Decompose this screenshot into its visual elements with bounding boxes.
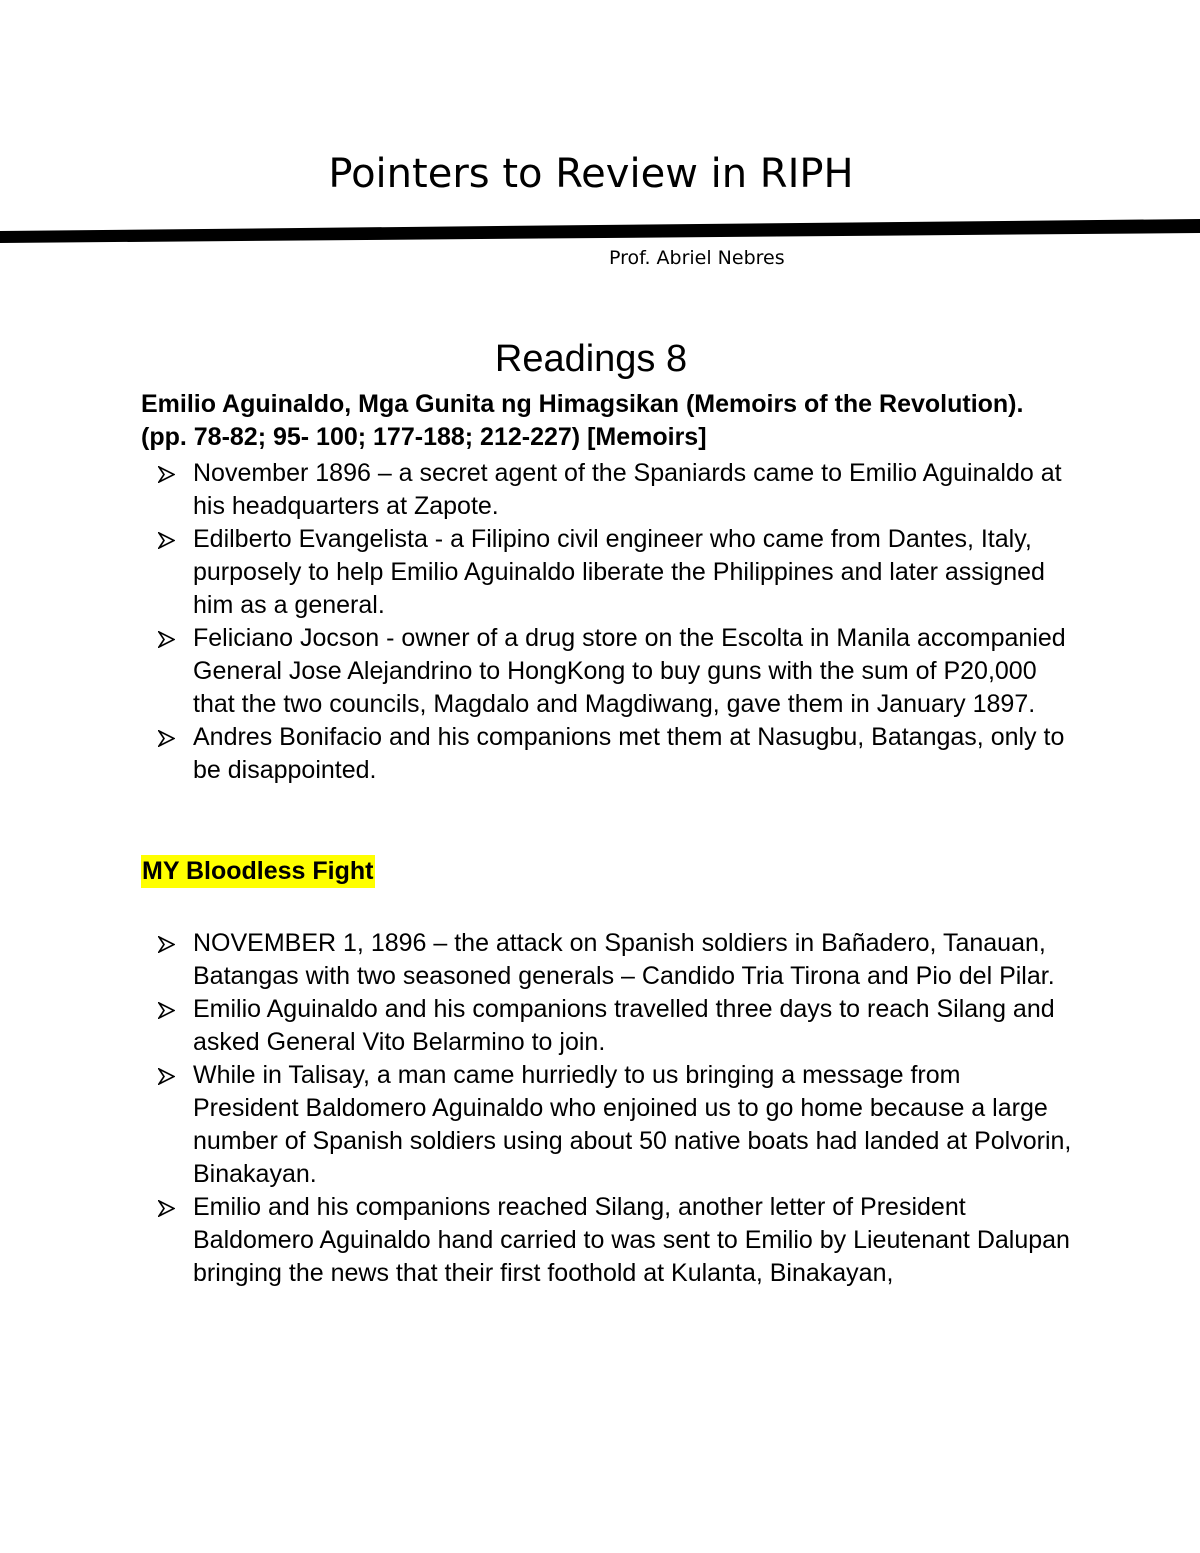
readings-bullet-list <box>0 457 1200 787</box>
arrowhead-bullet-icon <box>158 1068 175 1085</box>
arrowhead-bullet-icon <box>158 466 175 483</box>
reference-citation: Emilio Aguinaldo, Mga Gunita ng Himagsikan (Memoirs of the Revolution). (pp. 78-82; 95- 100; 177-188; 212-227) [Memoirs] <box>141 390 1024 451</box>
list-item-text: Emilio and his companions reached Silang, another letter of President Baldomero Aguinaldo hand carried to was sent to Emilio by Lieutenant Dalupan bringing the news that their first foothold at Kulanta, Binakayan, <box>193 1193 1070 1287</box>
list-item-text: Edilberto Evangelista - a Filipino civil engineer who came from Dantes, Italy, purposely to help Emilio Aguinaldo liberate the Philippines and later assigned him as a general. <box>193 525 1045 619</box>
list-item <box>0 993 1073 1059</box>
title-underline-rule <box>0 217 1200 243</box>
list-item-text: Andres Bonifacio and his companions met them at Nasugbu, Batangas, only to be disappointed. <box>193 723 1065 784</box>
list-item <box>0 721 1073 787</box>
list-item <box>0 622 1073 721</box>
arrowhead-bullet-icon <box>158 532 175 549</box>
list-item <box>0 523 1073 622</box>
author-line: Prof. Abriel Nebres <box>609 247 785 269</box>
section-heading-highlighted: MY Bloodless Fight <box>141 855 375 888</box>
list-item <box>0 457 1073 523</box>
list-item-text: Feliciano Jocson - owner of a drug store on the Escolta in Manila accompanied General Jose Alejandrino to HongKong to buy guns with the sum of P20,000 that the two councils, Magdalo and Magdiwang, gave them in January 1897. <box>193 624 1066 718</box>
list-item <box>0 927 1073 993</box>
list-item <box>0 1191 1073 1290</box>
list-item-text: November 1896 – a secret agent of the Spaniards came to Emilio Aguinaldo at his headquarters at Zapote. <box>193 459 1062 520</box>
list-item-text: NOVEMBER 1, 1896 – the attack on Spanish soldiers in Bañadero, Tanauan, Batangas with two seasoned generals – Candido Tria Tirona and Pio del Pilar. <box>193 929 1055 990</box>
arrowhead-bullet-icon <box>158 631 175 648</box>
list-item-text: Emilio Aguinaldo and his companions travelled three days to reach Silang and asked General Vito Belarmino to join. <box>193 995 1055 1056</box>
document-title: Pointers to Review in RIPH <box>328 151 854 197</box>
arrowhead-bullet-icon <box>158 730 175 747</box>
arrowhead-bullet-icon <box>158 936 175 953</box>
list-item-text: While in Talisay, a man came hurriedly to us bringing a message from President Baldomero Aguinaldo who enjoined us to go home because a large number of Spanish soldiers using about 50 native boats had landed at Polvorin, Binakayan. <box>193 1061 1072 1188</box>
readings-heading: Readings 8 <box>494 338 688 380</box>
arrowhead-bullet-icon <box>158 1002 175 1019</box>
list-item <box>0 1059 1073 1191</box>
arrowhead-bullet-icon <box>158 1200 175 1217</box>
bloodless-fight-bullet-list <box>0 927 1200 1290</box>
